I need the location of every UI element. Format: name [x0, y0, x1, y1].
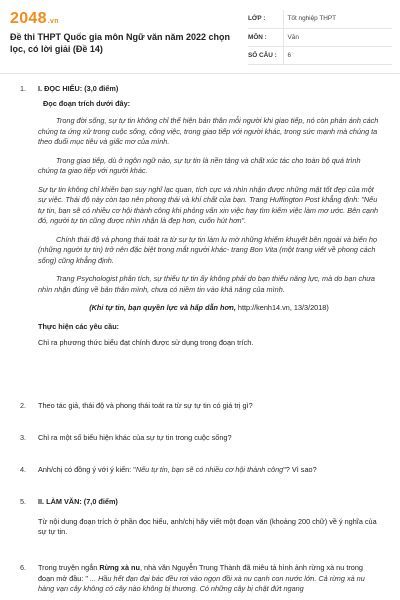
work-title: Rừng xà nu — [99, 563, 140, 572]
question-number: 6. — [20, 563, 27, 572]
meta-row-class — [248, 10, 392, 28]
section-title-writing: II. LÀM VĂN: (7,0 điểm) — [38, 497, 118, 506]
question-text-part: , nhà văn Nguyễn Trung Thành đã miêu tả hình ảnh rừng xà nu trong đoạn mở đầu: " — [38, 563, 363, 583]
logo-text: 2048 — [10, 10, 47, 27]
meta-label: LỚP : — [248, 10, 283, 28]
meta-label: SỐ CÂU : — [248, 46, 283, 64]
meta-row-subject — [248, 28, 392, 46]
passage-paragraph-4: Chính thái độ và phong thái toát ra từ sự tự tin làm lu mờ những khiếm khuyết bên ngoài và biến họ (những người tự tin) trở nên đặc biệt trong mắt người khác- trang Bon Vita (một trang viết về phong cách sống) cũng khẳng định. — [38, 234, 378, 265]
meta-row-question-count — [248, 46, 392, 64]
source-title: (Khi tự tin, bạn quyền lực và hấp dẫn hơn, — [89, 303, 236, 312]
question-text: Từ nội dung đoạn trích ở phần đọc hiểu, anh/chị hãy viết một đoạn văn (khoảng 200 chữ) về ý nghĩa của sự tự tin. — [38, 516, 377, 536]
question-text — [38, 563, 380, 595]
question-number: 1. — [20, 84, 27, 93]
meta-value: 6 — [283, 46, 392, 64]
passage-paragraph-5: Trang Psychologist phân tích, sự thiếu tự tin ấy không phải do bạn thiếu năng lực, mà do bạn chưa nhìn nhận đúng về bản thân mình, chưa có niềm tin vào khả năng của mình. — [38, 274, 375, 294]
question-text-part: Anh/chị có đồng ý với ý kiến: " — [38, 465, 136, 474]
passage-paragraph-2: Trong giao tiếp, dù ở ngôn ngữ nào, sự tự tin là nền tảng và chất xúc tác cho toàn bộ quá trình chúng ta giao tiếp với người khác. — [38, 155, 361, 175]
question-number: 2. — [20, 401, 27, 410]
question-text: Chỉ ra một số biểu hiện khác của sự tự tin trong cuộc sống? — [38, 433, 232, 442]
passage-paragraph-3: Sự tự tin không chỉ khiến bạn suy nghĩ lạc quan, tích cực và nhìn nhận được những mặt tốt đẹp của một sự việc. Thái độ này còn tạo nên phong thái và khí chất của bạn. Trang Huffington Post khẳng định: "Nếu tự tin, bạn sẽ có nhiều cơ hội thành công khi phỏng vấn xin việc hay tìm kiếm việc làm mơ ước. Bên cạnh đó, người tự tin cũng được nhìn nhận là đẹp hơn, cuốn hút hơn". — [38, 184, 379, 225]
logo-suffix: .vn — [47, 18, 59, 25]
meta-label: MÔN : — [248, 28, 283, 46]
question-text — [38, 465, 380, 476]
question-text: Theo tác giả, thái độ và phong thái toát ra từ sự tự tin có giá trị gì? — [38, 401, 253, 410]
question-text-part: "? Vì sao? — [283, 465, 317, 474]
passage-paragraph-1: Trong đời sống, sự tự tin không chỉ thể hiện bản thân mỗi người khi giao tiếp, nó còn phản ánh cách chúng ta ứng xử trong cuộc sống, công việc, trong giao tiếp với người khác, trong sức mạnh mà chúng ta theo đuổi mục tiêu và giấc mơ của mình. — [38, 116, 379, 146]
question-number: 3. — [20, 433, 27, 442]
question-text-part: Trong truyện ngắn — [38, 563, 100, 572]
meta-value: Tốt nghiệp THPT — [283, 10, 392, 28]
site-logo[interactable] — [10, 10, 59, 28]
meta-value: Văn — [283, 28, 392, 46]
passage-source — [38, 303, 380, 314]
question-number: 5. — [20, 497, 27, 506]
document-header — [0, 0, 400, 74]
quoted-excerpt: ... Hầu hết đạn đại bác đều rơi vào ngọn đồi xà nu cạnh con nước lớn. Cả rừng xà nu hàng vạn cây không có cây nào không bị thương. Có những cây bị chặt đứt ngang — [38, 573, 365, 593]
source-link[interactable]: http://kenh14.vn, 13/3/2018) — [235, 303, 329, 312]
document-meta-table — [248, 10, 392, 65]
requirements-title: Thực hiện các yêu cầu: — [38, 321, 120, 331]
question-text: Chỉ ra phương thức biểu đạt chính được sử dụng trong đoạn trích. — [38, 338, 254, 347]
section-title-reading: I. ĐỌC HIỂU: (3,0 điểm) — [38, 84, 119, 93]
passage-intro: Đọc đoạn trích dưới đây: — [43, 98, 131, 108]
document-title: Đề thi THPT Quốc gia môn Ngữ văn năm 2022 chọn lọc, có lời giải (Đề 14) — [10, 32, 231, 54]
quoted-opinion: Nếu tự tin, bạn sẽ có nhiều cơ hội thành công — [135, 465, 284, 474]
question-number: 4. — [20, 465, 27, 474]
